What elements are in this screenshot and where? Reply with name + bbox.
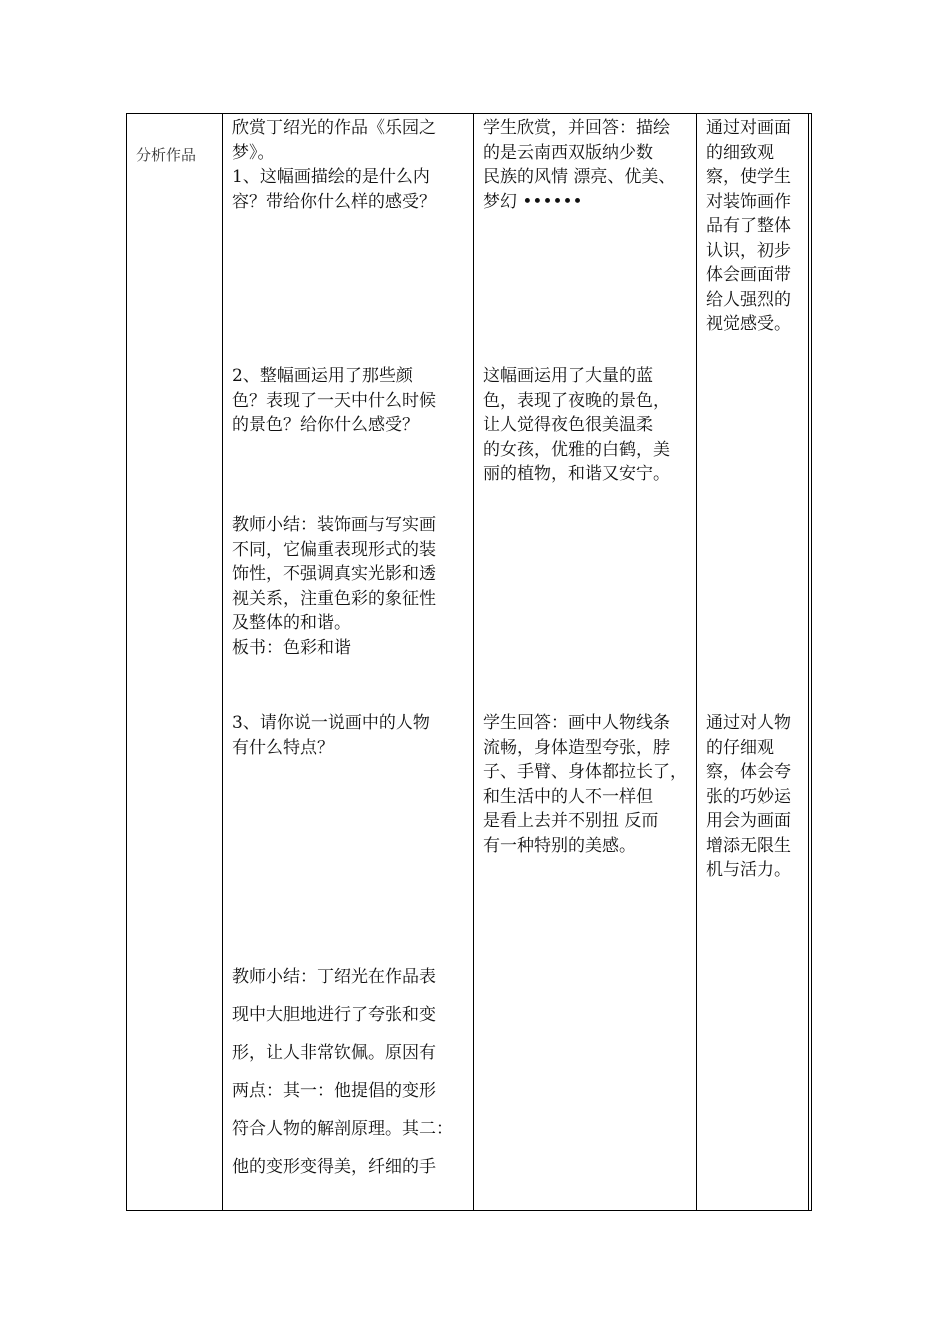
table-border-left	[126, 113, 127, 1211]
text-line: 子、手臂、身体都拉长了，	[483, 762, 687, 782]
text-line: 教师小结：装饰画与写实画	[232, 515, 436, 535]
text-line: 张的巧妙运	[706, 786, 791, 807]
text-line: 有什么特点？	[232, 737, 334, 758]
design-intent-2	[706, 711, 810, 883]
table-bottom-border	[126, 1210, 812, 1211]
design-intent-1	[706, 116, 810, 337]
teacher-activity-3	[232, 711, 472, 760]
text-line: 认识，初步	[706, 240, 791, 261]
text-line: 察，体会夸	[706, 762, 791, 782]
text-line: 通过对人物	[706, 713, 791, 733]
text-line: 有一种特别的美感。	[483, 835, 636, 856]
text-line: 这幅画运用了大量的蓝	[483, 366, 653, 386]
section-label-text: 分析作品	[136, 146, 197, 164]
column-divider-2	[473, 113, 474, 1211]
text-line: 增添无限生	[706, 835, 791, 856]
text-line: 1、这幅画描绘的是什么内	[232, 167, 430, 187]
text-line: 的是云南西双版纳少数	[483, 142, 653, 163]
student-activity-3	[483, 711, 697, 858]
text-line: 体会画面带	[706, 265, 791, 285]
text-line: 欣赏丁绍光的作品《乐园之	[232, 118, 436, 138]
text-line: 及整体的和谐。	[232, 613, 351, 633]
text-line: 3、请你说一说画中的人物	[232, 713, 430, 733]
text-line: 学生欣赏，并回答：描绘	[483, 118, 670, 138]
column-divider-3	[696, 113, 697, 1211]
text-line: 教师小结：丁绍光在作品表	[232, 967, 436, 987]
table-border-right-outer	[811, 113, 812, 1211]
text-line: 不同，它偏重表现形式的装	[232, 539, 436, 560]
text-line: 现中大胆地进行了夸张和变	[232, 1005, 436, 1025]
text-line: 的仔细观	[706, 737, 774, 758]
teacher-summary-1	[232, 513, 472, 660]
text-line: 的细致观	[706, 142, 774, 163]
text-line: 和生活中的人不一样但	[483, 786, 653, 807]
column-divider-1	[222, 113, 223, 1211]
text-line: 2、整幅画运用了那些颜	[232, 366, 413, 386]
text-line: 的女孩，优雅的白鹤，美	[483, 439, 670, 460]
text-line: 民族的风情 漂亮、优美、	[483, 167, 676, 187]
teacher-activity-2	[232, 364, 472, 438]
text-line: 察，使学生	[706, 167, 791, 187]
text-line: 两点：其一：他提倡的变形	[232, 1081, 436, 1101]
text-line: 对装饰画作	[706, 191, 791, 212]
lesson-table	[126, 113, 812, 1211]
teacher-summary-2	[232, 958, 472, 1186]
text-line: 品有了整体	[706, 216, 791, 236]
table-top-border	[126, 113, 812, 114]
text-line: 色？表现了一天中什么时候	[232, 390, 436, 411]
student-activity-1	[483, 116, 697, 214]
text-line: 让人觉得夜色很美温柔	[483, 415, 653, 435]
text-line: 学生回答：画中人物线条	[483, 713, 670, 733]
text-line: 梦幻 ••••••	[483, 191, 583, 212]
text-line: 视觉感受。	[706, 314, 791, 334]
student-activity-2	[483, 364, 697, 487]
text-line: 容？带给你什么样的感受？	[232, 191, 436, 212]
text-line: 是看上去并不别扭 反而	[483, 811, 659, 831]
text-line: 他的变形变得美，纤细的手	[232, 1157, 436, 1177]
text-line: 丽的植物，和谐又安宁。	[483, 464, 670, 484]
text-line: 机与活力。	[706, 860, 791, 880]
text-line: 视关系，注重色彩的象征性	[232, 588, 436, 609]
text-line: 色，表现了夜晚的景色，	[483, 390, 670, 411]
text-line: 用会为画面	[706, 811, 791, 831]
text-line: 的景色？给你什么感受？	[232, 415, 419, 435]
text-line: 板书：色彩和谐	[232, 637, 351, 658]
teacher-activity-1	[232, 116, 472, 214]
text-line: 梦》。	[232, 142, 275, 163]
text-line: 饰性，不强调真实光影和透	[232, 564, 436, 584]
text-line: 形，让人非常钦佩。原因有	[232, 1043, 436, 1063]
text-line: 通过对画面	[706, 118, 791, 138]
section-label	[136, 143, 196, 168]
text-line: 符合人物的解剖原理。其二：	[232, 1119, 453, 1139]
text-line: 流畅，身体造型夸张，脖	[483, 737, 670, 758]
text-line: 给人强烈的	[706, 289, 791, 310]
